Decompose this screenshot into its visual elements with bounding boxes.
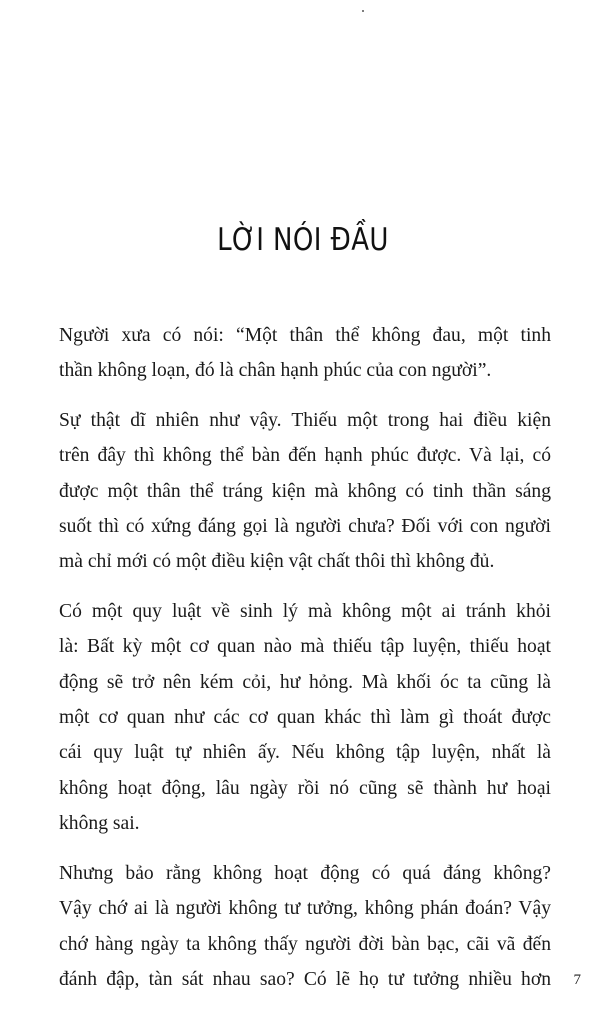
text-line: mà chỉ mới có một điều kiện vật chất thôi thì không đủ. (59, 551, 495, 573)
paragraph-4 (59, 856, 551, 998)
text-line: Nhưng bảo rằng không hoạt động có quá đáng không? (59, 862, 551, 884)
text-line: một cơ quan như các cơ quan khác thì làm gì thoát được (59, 707, 551, 729)
text-line: cái quy luật tự nhiên ấy. Nếu không tập luyện, nhất là (59, 742, 551, 764)
paragraph-1 (59, 318, 551, 389)
text-line: chớ hàng ngày ta không thấy người đời bàn bạc, cãi vã đến (59, 933, 551, 955)
page-number: 7 (573, 972, 581, 988)
text-line: thần không loạn, đó là chân hạnh phúc của con người”. (59, 360, 492, 382)
paragraph-2 (59, 403, 551, 580)
page-title: LỜI NÓI ĐẦU (217, 222, 389, 258)
text-line: không sai. (59, 813, 140, 835)
print-speck (362, 10, 364, 12)
text-line: đánh đập, tàn sát nhau sao? Có lẽ họ tư tưởng nhiều hơn (59, 968, 551, 990)
text-line: được một thân thể tráng kiện mà không có tinh thần sáng (59, 480, 551, 502)
text-line: không hoạt động, lâu ngày rồi nó cũng sẽ thành hư hoại (59, 777, 551, 799)
text-line: trên đây thì không thể bàn đến hạnh phúc được. Và lại, có (59, 445, 551, 467)
text-line: Vậy chớ ai là người không tư tưởng, không phán đoán? Vậy (59, 898, 551, 920)
paragraph-3 (59, 594, 551, 842)
body-text (59, 318, 551, 1011)
text-line: Sự thật dĩ nhiên như vậy. Thiếu một trong hai điều kiện (59, 409, 551, 431)
text-line: Có một quy luật về sinh lý mà không một ai tránh khỏi (59, 600, 551, 622)
text-line: là: Bất kỳ một cơ quan nào mà thiếu tập luyện, thiếu hoạt (59, 636, 551, 658)
text-line: động sẽ trở nên kém cỏi, hư hỏng. Mà khối óc ta cũng là (59, 671, 551, 693)
text-line: Người xưa có nói: “Một thân thể không đau, một tinh (59, 325, 551, 346)
text-line: suốt thì có xứng đáng gọi là người chưa? Đối với con người (59, 516, 551, 538)
